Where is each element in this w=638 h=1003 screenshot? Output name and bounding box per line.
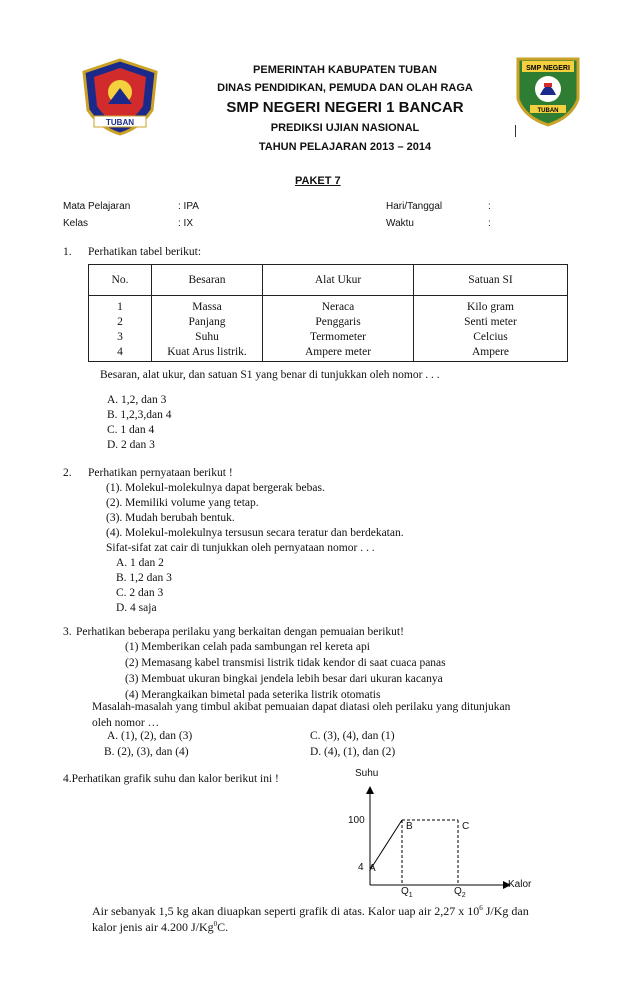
q3-option-b: B. (2), (3), dan (4)	[104, 746, 189, 758]
q2-statement-3: (3). Mudah berubah bentuk.	[106, 512, 235, 524]
table-cell: Celcius	[473, 331, 508, 343]
table-cell: Ampere	[471, 346, 510, 358]
y-axis-arrow	[366, 786, 374, 794]
table-header: No.	[89, 265, 152, 296]
q4-paragraph-text-1b: J/Kg dan	[482, 904, 529, 918]
q2-statement-2: (2). Memiliki volume yang tetap.	[106, 497, 259, 509]
q4-paragraph-line-2	[92, 920, 228, 935]
table-cell: Senti meter	[464, 316, 517, 328]
q3-number: 3.	[63, 626, 72, 638]
q3-option-d: D. (4), (1), dan (2)	[310, 746, 396, 758]
graph-point-c: C	[462, 821, 470, 832]
q4-paragraph-line-1	[92, 904, 529, 919]
table-cell: 2	[117, 316, 123, 328]
table-row	[89, 296, 568, 362]
table-cell: Kilo gram	[467, 301, 514, 313]
table-cell: Suhu	[195, 331, 219, 343]
school-name: SMP NEGERI NEGERI 1 BANCAR	[226, 99, 464, 116]
waktu-value: :	[488, 218, 491, 229]
graph-y-tick-100: 100	[348, 815, 365, 826]
table-cell: Neraca	[321, 301, 355, 313]
header-line-4: PREDIKSI UJIAN NASIONAL	[270, 122, 420, 134]
tuban-regency-logo	[80, 58, 160, 136]
header-line-1: PEMERINTAH KABUPATEN TUBAN	[253, 64, 437, 76]
q1-option-d: D. 2 dan 3	[107, 439, 155, 451]
table-header: Besaran	[152, 265, 263, 296]
svg-text:TUBAN: TUBAN	[537, 108, 559, 114]
kelas-label: Kelas	[63, 218, 89, 229]
graph-point-a: A	[369, 863, 376, 874]
q4-paragraph-sup: 6	[479, 904, 483, 912]
hari-label: Hari/Tanggal	[386, 201, 443, 212]
q4-paragraph-text-2b: C.	[217, 920, 229, 934]
q2-option-a: A. 1 dan 2	[116, 557, 164, 569]
table-header: Satuan SI	[414, 265, 568, 296]
q3-statement-1: (1) Memberikan celah pada sambungan rel kereta api	[125, 641, 370, 653]
q3-option-c: C. (3), (4), dan (1)	[310, 730, 395, 742]
header-line-2: DINAS PENDIDIKAN, PEMUDA DAN OLAH RAGA	[217, 82, 473, 94]
q3-statement-3: (3) Membuat ukuran bingkai jendela lebih besar dari ukuran kacanya	[125, 673, 443, 685]
q3-option-a: A. (1), (2), dan (3)	[107, 730, 193, 742]
q1-question: Besaran, alat ukur, dan satuan S1 yang benar di tunjukkan oleh nomor . . .	[100, 369, 440, 381]
mapel-value: : IPA	[178, 201, 199, 212]
q4-paragraph-text-1a: Air sebanyak 1,5 kg akan diuapkan seperti grafik di atas. Kalor uap air 2,27 x 10	[92, 904, 480, 918]
graph-q1-subscript: 1	[408, 892, 413, 899]
graph-q2-letter: Q	[454, 886, 462, 897]
table-cell: Penggaris	[315, 316, 361, 328]
waktu-label: Waktu	[386, 218, 414, 229]
mapel-label: Mata Pelajaran	[63, 201, 131, 212]
q3-question-line-2: oleh nomor …	[92, 717, 160, 729]
table-cell: Termometer	[309, 331, 367, 343]
q1-text: Perhatikan tabel berikut:	[88, 246, 202, 258]
paket-title: PAKET 7	[295, 175, 341, 187]
header-line-5: TAHUN PELAJARAN 2013 – 2014	[258, 141, 432, 153]
q3-text: Perhatikan beberapa perilaku yang berkaitan dengan pemuaian berikut!	[76, 626, 404, 638]
q1-option-a: A. 1,2, dan 3	[107, 394, 167, 406]
svg-text:TUBAN: TUBAN	[106, 118, 134, 127]
q3-statement-2: (2) Memasang kabel transmisi listrik tidak kendor di saat cuaca panas	[125, 657, 446, 669]
q2-option-d: D. 4 saja	[116, 602, 157, 614]
q2-statement-4: (4). Molekul-molekulnya tersusun secara teratur dan berdekatan.	[106, 527, 404, 539]
q2-option-c: C. 2 dan 3	[116, 587, 164, 599]
q3-statement-4: (4) Merangkaikan bimetal pada seterika listrik otomatis	[125, 689, 381, 701]
q3-question-line-1: Masalah-masalah yang timbul akibat pemuaian dapat diatasi oleh perilaku yang ditunjukan	[92, 701, 511, 713]
table-cell: Panjang	[188, 316, 226, 328]
q4-paragraph-text-2a: kalor jenis air 4.200 J/Kg	[92, 920, 214, 934]
q4-text: 4.Perhatikan grafik suhu dan kalor berikut ini !	[63, 773, 279, 785]
q2-number: 2.	[63, 467, 72, 479]
q1-option-b: B. 1,2,3,dan 4	[107, 409, 172, 421]
hari-value: :	[488, 201, 491, 212]
q4-paragraph-sup-2: 0	[213, 920, 218, 928]
graph-q1-label	[401, 886, 413, 899]
table-cell: 4	[117, 346, 123, 358]
kelas-value: : IX	[178, 218, 194, 229]
q2-statement-1: (1). Molekul-molekulnya dapat bergerak bebas.	[106, 482, 325, 494]
graph-q2-label	[454, 886, 466, 899]
header-divider	[515, 125, 516, 137]
q1-table	[88, 264, 568, 362]
graph-q1-letter: Q	[401, 886, 409, 897]
table-cell: 3	[117, 331, 123, 343]
table-cell: 1	[117, 301, 123, 313]
graph-ylabel: Suhu	[355, 768, 379, 779]
q1-option-c: C. 1 dan 4	[107, 424, 155, 436]
graph-xlabel: Kalor	[508, 879, 532, 890]
table-cell: Ampere meter	[304, 346, 372, 358]
table-cell: Massa	[192, 301, 222, 313]
table-cell: Kuat Arus listrik.	[167, 346, 247, 358]
graph-q2-subscript: 2	[461, 892, 466, 899]
q2-option-b: B. 1,2 dan 3	[116, 572, 172, 584]
q1-number: 1.	[63, 246, 72, 258]
table-header: Alat Ukur	[263, 265, 414, 296]
graph-y-tick-4: 4	[358, 862, 364, 873]
q2-text: Perhatikan pernyataan berikut !	[88, 467, 233, 479]
q2-question: Sifat-sifat zat cair di tunjukkan oleh pernyataan nomor . . .	[106, 542, 375, 554]
graph-point-b: B	[406, 821, 413, 832]
svg-text:SMP NEGERI: SMP NEGERI	[526, 65, 570, 72]
